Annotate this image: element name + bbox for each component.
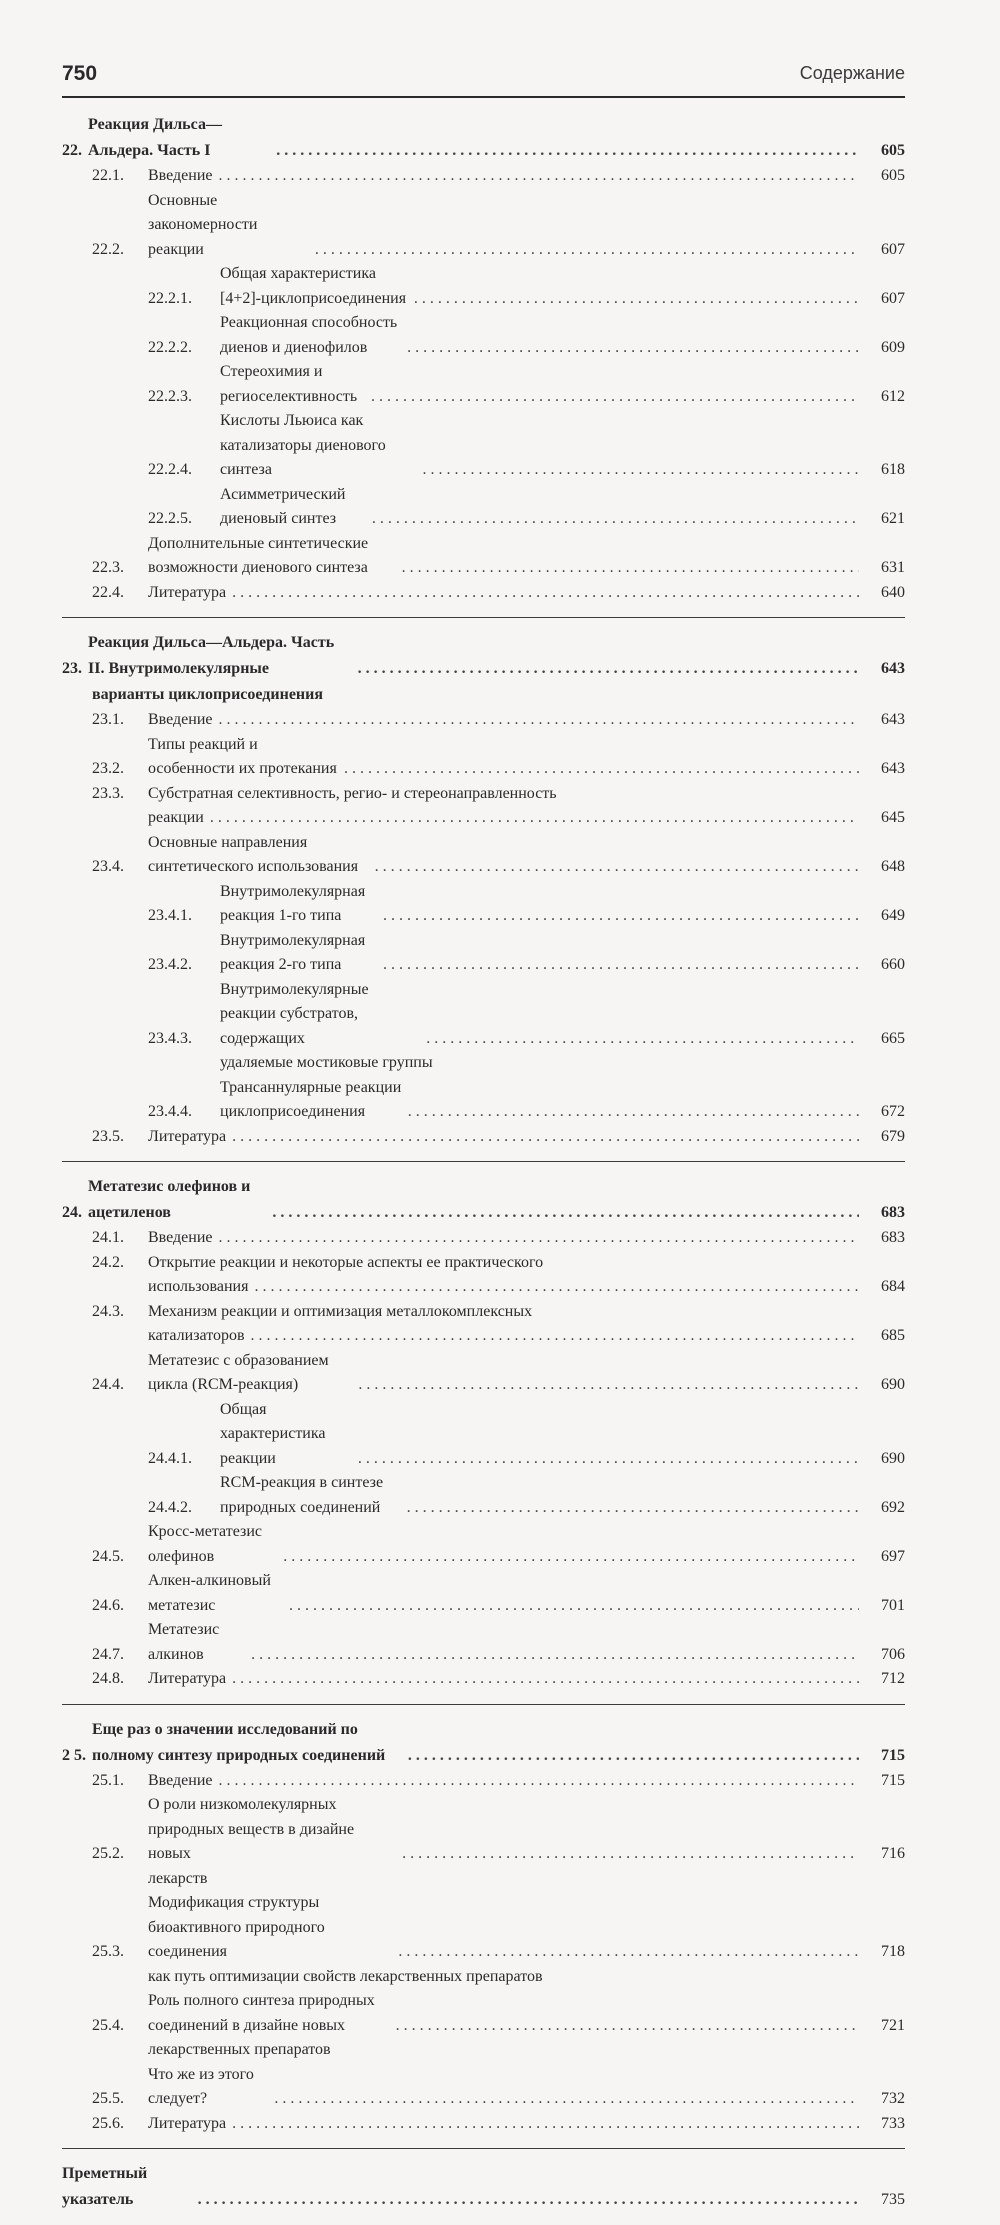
toc-entry[interactable]: 25.1. Введение . . . 715 xyxy=(62,1769,905,1794)
toc-entry[interactable]: 23.4. Основные направления синтетического использования . . . 648 xyxy=(62,831,905,880)
toc-entry[interactable]: 22.1. Введение . . . 605 xyxy=(62,164,905,189)
dot-leader xyxy=(422,458,859,483)
toc-entry[interactable]: 24.5. Кросс-метатезис олефинов . . . 697 xyxy=(62,1520,905,1569)
dot-leader xyxy=(344,757,859,782)
toc-entry[interactable]: 22.4. Литература . . . 640 xyxy=(62,581,905,606)
dot-leader xyxy=(198,2187,859,2213)
dot-leader xyxy=(283,1545,859,1570)
toc-entry-line2: лекарственных препаратов xyxy=(148,2041,331,2058)
toc-entry[interactable]: 22.3. Дополнительные синтетические возможности диенового синтеза . . . 631 xyxy=(62,532,905,581)
toc-entry[interactable]: 24.6. Алкен-алкиновый метатезис . . . 701 xyxy=(62,1569,905,1618)
toc-entry-line1[interactable]: 23.4.3. Внутримолекулярные реакции субстратов, содержащих . . . 665 xyxy=(62,978,905,1052)
dot-leader xyxy=(219,708,860,733)
divider xyxy=(62,1161,905,1162)
dot-leader xyxy=(232,1125,859,1150)
chapter-title: Метатезис олефинов и ацетиленов xyxy=(88,1178,251,1221)
toc-entry[interactable]: 22.2.4. Кислоты Льюиса как катализаторы диенового синтеза . . . 618 xyxy=(62,409,905,483)
toc-entry[interactable] xyxy=(62,2161,905,2213)
dot-leader xyxy=(251,1324,859,1349)
chapter-title: Еще раз о значении исследований по полному синтезу природных соединений xyxy=(92,1720,386,1764)
dot-leader xyxy=(358,656,859,682)
toc-entry[interactable]: 23. Реакция Дильса—Альдера. Часть II. Внутримолекулярные . . . 643 xyxy=(62,630,905,682)
dot-leader xyxy=(396,2014,859,2039)
toc-entry[interactable]: 24.4.1. Общая характеристика реакции . . . 690 xyxy=(62,1398,905,1472)
toc-entry-line1[interactable]: 25.3. Модификация структуры биоактивного природного соединения . . . 718 xyxy=(62,1891,905,1965)
dot-leader xyxy=(358,1373,859,1398)
chapter-23 xyxy=(62,630,905,1149)
dot-leader xyxy=(251,1643,859,1668)
toc-entry[interactable]: 22. Реакция Дильса—Альдера. Часть I . . . 605 xyxy=(62,112,905,164)
page-number: 750 xyxy=(62,62,98,85)
page-ref: 605 xyxy=(881,142,905,159)
toc-entry[interactable]: 23.5. Литература . . . 679 xyxy=(62,1125,905,1150)
chapter-title-continued: варианты циклоприсоединения xyxy=(92,686,324,703)
dot-leader xyxy=(407,1496,859,1521)
toc-entry-line2[interactable]: катализаторов . . . 685 xyxy=(62,1324,905,1349)
toc-entry-line2[interactable]: использования . . . 684 xyxy=(62,1275,905,1300)
dot-leader xyxy=(372,507,859,532)
dot-leader xyxy=(232,2112,859,2137)
page-ref: 715 xyxy=(881,1746,905,1764)
dot-leader xyxy=(232,1667,859,1692)
dot-leader xyxy=(375,855,859,880)
toc-entry-line2: как путь оптимизации свойств лекарственных препаратов xyxy=(148,1967,543,1985)
dot-leader xyxy=(402,556,859,581)
chapter-title: Преметный указатель xyxy=(62,2165,148,2208)
dot-leader xyxy=(402,1842,859,1867)
divider xyxy=(62,617,905,618)
dot-leader xyxy=(289,1594,859,1619)
dot-leader xyxy=(408,1743,859,1769)
dot-leader xyxy=(383,904,859,929)
toc-entry[interactable]: 25.5. Что же из этого следует? . . . 732 xyxy=(62,2063,905,2112)
toc-entry-line1[interactable]: 24.3. Механизм реакции и оптимизация металлокомплексных xyxy=(92,1302,533,1320)
toc-entry[interactable]: 24. Метатезис олефинов и ацетиленов . . . 683 xyxy=(62,1174,905,1226)
toc-entry[interactable]: 23.4.1. Внутримолекулярная реакция 1-го типа . . . 649 xyxy=(62,880,905,929)
toc-entry-line1[interactable]: 25.4. Роль полного синтеза природных соединений в дизайне новых . . . 721 xyxy=(62,1989,905,2038)
chapter-24 xyxy=(62,1174,905,1692)
chapter-25 xyxy=(62,1717,905,2137)
index-entry xyxy=(62,2161,905,2213)
dot-leader xyxy=(219,164,860,189)
toc-entry[interactable]: 23.4.4. Трансаннулярные реакции циклоприсоединения . . . 672 xyxy=(62,1076,905,1125)
dot-leader xyxy=(408,1100,859,1125)
dot-leader xyxy=(426,1027,859,1052)
divider xyxy=(62,1704,905,1705)
toc-entry[interactable]: 24.4. Метатезис с образованием цикла (RCM-реакция) . . . 690 xyxy=(62,1349,905,1398)
toc-entry[interactable]: 24.4.2. RCM-реакция в синтезе природных соединений . . . 692 xyxy=(62,1471,905,1520)
toc-entry[interactable]: 24.7. Метатезис алкинов . . . 706 xyxy=(62,1618,905,1667)
chapter-title: Реакция Дильса—Альдера. Часть I xyxy=(88,116,222,159)
toc-entry[interactable]: 22.2. Основные закономерности реакции . . . 607 xyxy=(62,189,905,263)
dot-leader xyxy=(272,1200,859,1226)
toc-entry-line2: удаляемые мостиковые группы xyxy=(220,1054,433,1071)
dot-leader xyxy=(219,1769,860,1794)
toc-entry[interactable]: 24.1. Введение . . . 683 xyxy=(62,1226,905,1251)
dot-leader xyxy=(371,385,859,410)
toc-entry[interactable]: 22.2.1. Общая характеристика [4+2]-циклоприсоединения . . . 607 xyxy=(62,262,905,311)
running-title: Содержание xyxy=(799,63,905,83)
page-ref: 683 xyxy=(881,1204,905,1221)
dot-leader xyxy=(276,138,859,164)
toc-entry[interactable]: 23.2. Типы реакций и особенности их протекания . . . 643 xyxy=(62,733,905,782)
chapter-title: Реакция Дильса—Альдера. Часть II. Внутримолекулярные xyxy=(88,634,335,677)
table-of-contents xyxy=(62,112,905,2225)
toc-entry-line1[interactable]: 23.3. Субстратная селективность, регио- и стереонаправленность xyxy=(92,784,557,802)
toc-entry-line1[interactable]: 25.2. О роли низкомолекулярных природных веществ в дизайне новых . . . 716 xyxy=(62,1793,905,1867)
dot-leader xyxy=(315,238,859,263)
dot-leader xyxy=(398,1940,859,1965)
dot-leader xyxy=(383,953,859,978)
dot-leader xyxy=(407,336,859,361)
page-ref: 643 xyxy=(881,660,905,677)
toc-entry[interactable]: 22.2.5. Асимметрический диеновый синтез . . . 621 xyxy=(62,483,905,532)
dot-leader xyxy=(358,1447,859,1472)
toc-entry-line2[interactable]: реакции . . . 645 xyxy=(62,806,905,831)
toc-entry[interactable]: 23.4.2. Внутримолекулярная реакция 2-го типа . . . 660 xyxy=(62,929,905,978)
dot-leader xyxy=(232,581,859,606)
page-ref: 735 xyxy=(881,2191,905,2208)
dot-leader xyxy=(210,806,859,831)
dot-leader xyxy=(254,1275,859,1300)
divider xyxy=(62,2148,905,2149)
toc-entry[interactable]: 22.2.3. Стереохимия и региоселективность . . . 612 xyxy=(62,360,905,409)
toc-entry[interactable]: 22.2.2. Реакционная способность диенов и диенофилов . . . 609 xyxy=(62,311,905,360)
dot-leader xyxy=(219,1226,860,1251)
toc-entry[interactable]: 24.8. Литература . . . 712 xyxy=(62,1667,905,1692)
toc-entry[interactable]: 23.1. Введение . . . 643 xyxy=(62,708,905,733)
dot-leader xyxy=(274,2087,859,2112)
chapter-22 xyxy=(62,112,905,605)
toc-entry[interactable]: 25.6. Литература . . . 733 xyxy=(62,2112,905,2137)
toc-entry-line1[interactable]: 24.2. Открытие реакции и некоторые аспекты ее практического xyxy=(92,1253,544,1271)
page-header xyxy=(62,60,905,98)
dot-leader xyxy=(414,287,859,312)
toc-entry[interactable]: 2 5. Еще раз о значении исследований по полному синтезу природных соединений . . . 715 xyxy=(62,1717,905,1769)
toc-entry-line2: лекарств xyxy=(148,1869,208,1887)
